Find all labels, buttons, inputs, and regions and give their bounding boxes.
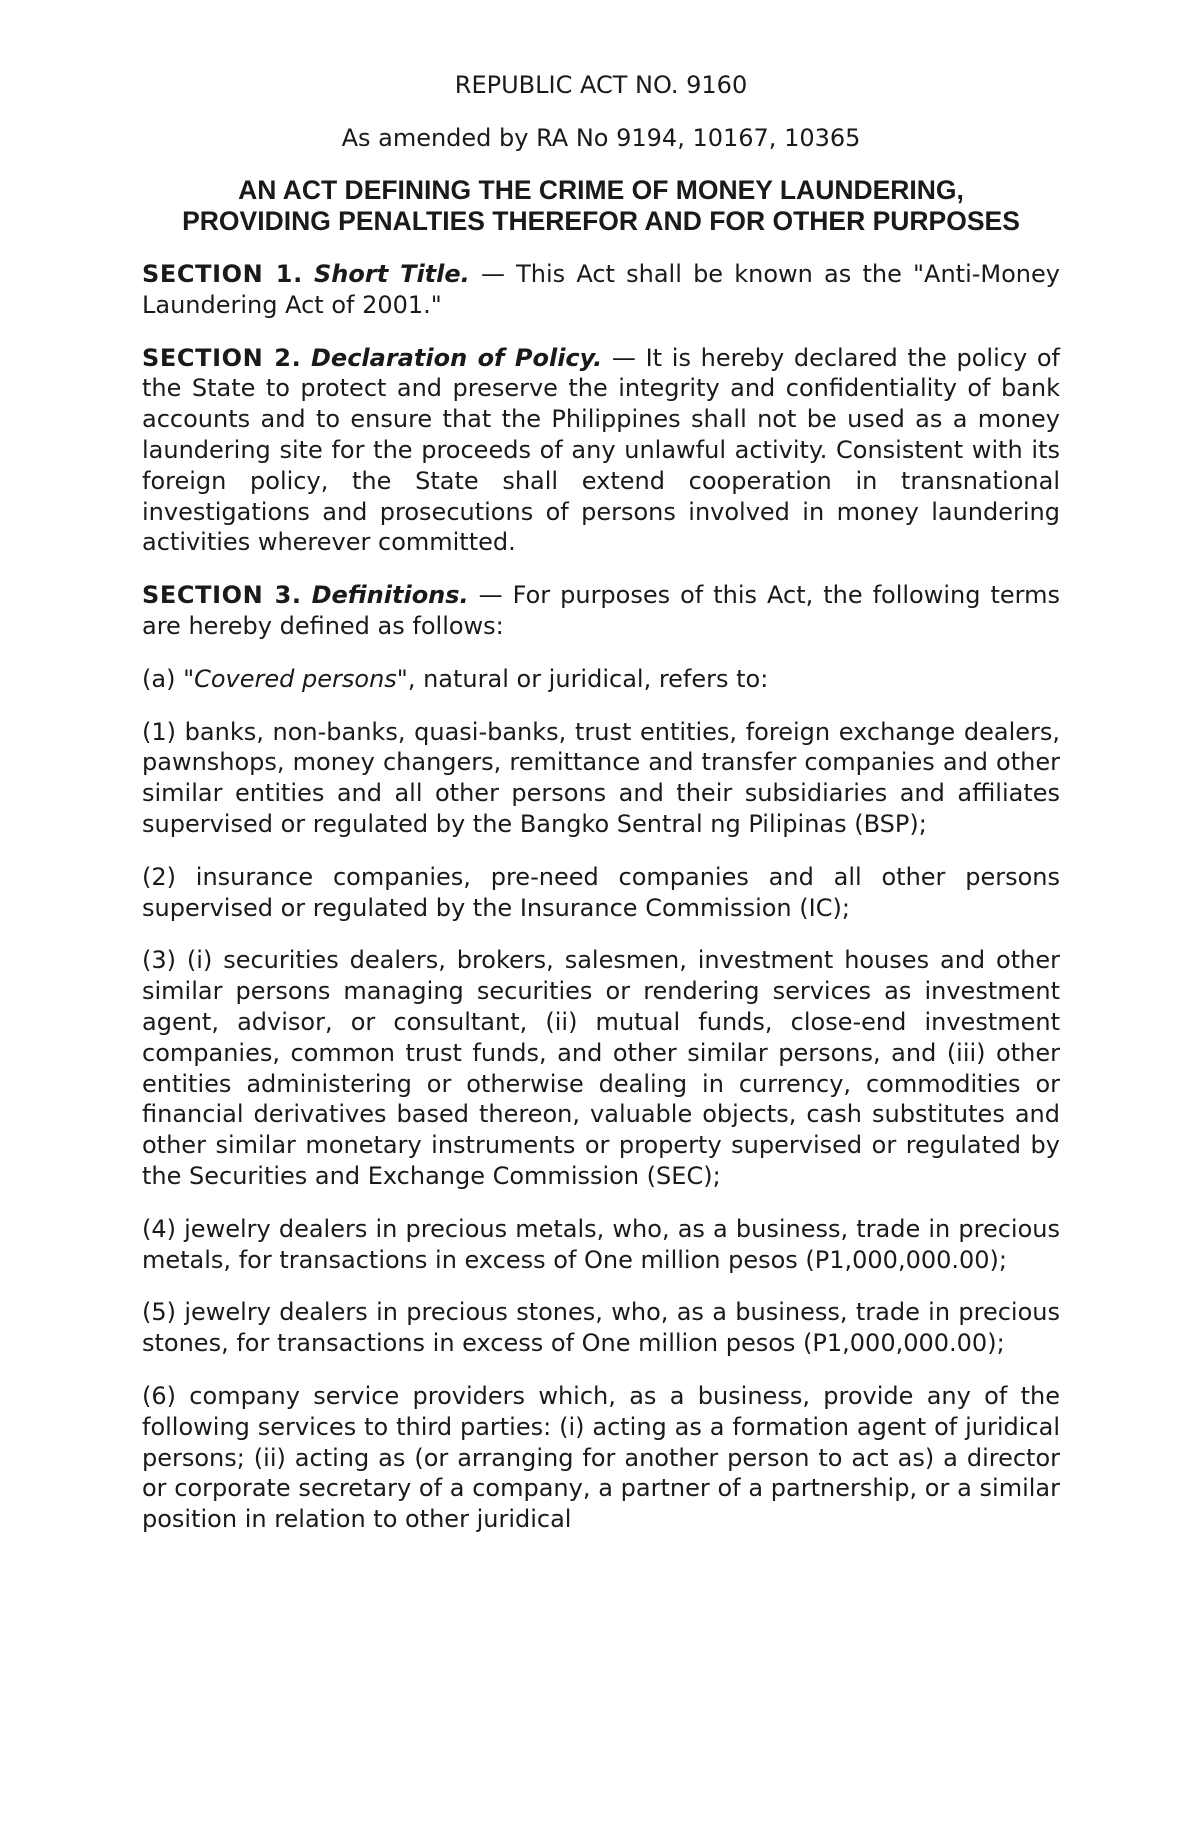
section-1-label: SECTION 1.: [142, 260, 303, 288]
clause-5: (5) jewelry dealers in precious stones, who, as a business, trade in precious stones, for transactions in excess of One million pesos (P1,000,000.00);: [142, 1298, 1060, 1358]
clause-a-suffix: ", natural or juridical, refers to:: [396, 664, 769, 693]
act-number: REPUBLIC ACT NO. 9160: [454, 71, 748, 99]
act-title: AN ACT DEFINING THE CRIME OF MONEY LAUNDERING, PROVIDING PENALTIES THEREFOR AND FOR OTHER PURPOSES: [182, 175, 1020, 236]
document-page: [142, 70, 1060, 1557]
clause-4: (4) jewelry dealers in precious metals, who, as a business, trade in precious metals, for transactions in excess of One million pesos (P1,000,000.00);: [142, 1214, 1060, 1274]
clause-3: (3) (i) securities dealers, brokers, salesmen, investment houses and other similar persons managing securities or rendering services as investment agent, advisor, or consultant, (ii) mutual funds, close-end investment companies, common trust funds, and other similar persons, and (iii) other entities administering or otherwise dealing in currency, commodities or financial derivatives based thereon, valuable objects, cash substitutes and other similar monetary instruments or property supervised or regulated by the Securities and Exchange Commission (SEC);: [142, 946, 1060, 1190]
section-2-label: SECTION 2.: [142, 343, 302, 372]
clause-2: (2) insurance companies, pre-need companies and all other persons supervised or regulated by the Insurance Commission (IC);: [142, 862, 1060, 922]
section-3-text: — For purposes of this Act, the following terms are hereby defined as follows:: [142, 581, 1060, 640]
clause-1: (1) banks, non-banks, quasi-banks, trust entities, foreign exchange dealers, pawnshops, money changers, remittance and transfer companies and other similar entities and all other persons and their subsidiaries and affiliates supervised or regulated by the Bangko Sentral ng Pilipinas (BSP);: [142, 717, 1060, 838]
section-2-title: Declaration of Policy.: [311, 343, 603, 372]
clause-a-term: Covered persons: [194, 664, 397, 693]
clause-a: [142, 664, 1060, 695]
section-3-label: SECTION 3.: [142, 581, 302, 610]
section-1: [142, 259, 1060, 321]
section-3-title: Definitions.: [311, 581, 469, 610]
clause-a-prefix: (a) ": [142, 664, 195, 693]
section-2: [142, 343, 1060, 559]
section-3: [142, 580, 1060, 642]
section-1-title: Short Title.: [314, 260, 470, 288]
section-2-text: — It is hereby declared the policy of the State to protect and preserve the integrity and confidentiality of bank accounts and to ensure that the Philippines shall not be used as a money laundering site for the proceeds of any unlawful activity. Consistent with its foreign policy, the State shall extend cooperation in transnational investigations and prosecutions of persons involved in money laundering activities wherever committed.: [142, 343, 1060, 557]
section-1-text: — This Act shall be known as the "Anti-Money Laundering Act of 2001.": [142, 260, 1060, 319]
amendment-note: As amended by RA No 9194, 10167, 10365: [341, 124, 861, 152]
clause-6: (6) company service providers which, as a business, provide any of the following services to third parties: (i) acting as a formation agent of juridical persons; (ii) acting as (or arranging for another person to act as) a director or corporate secretary of a company, a partner of a partnership, or a similar position in relation to other juridical: [142, 1381, 1060, 1534]
